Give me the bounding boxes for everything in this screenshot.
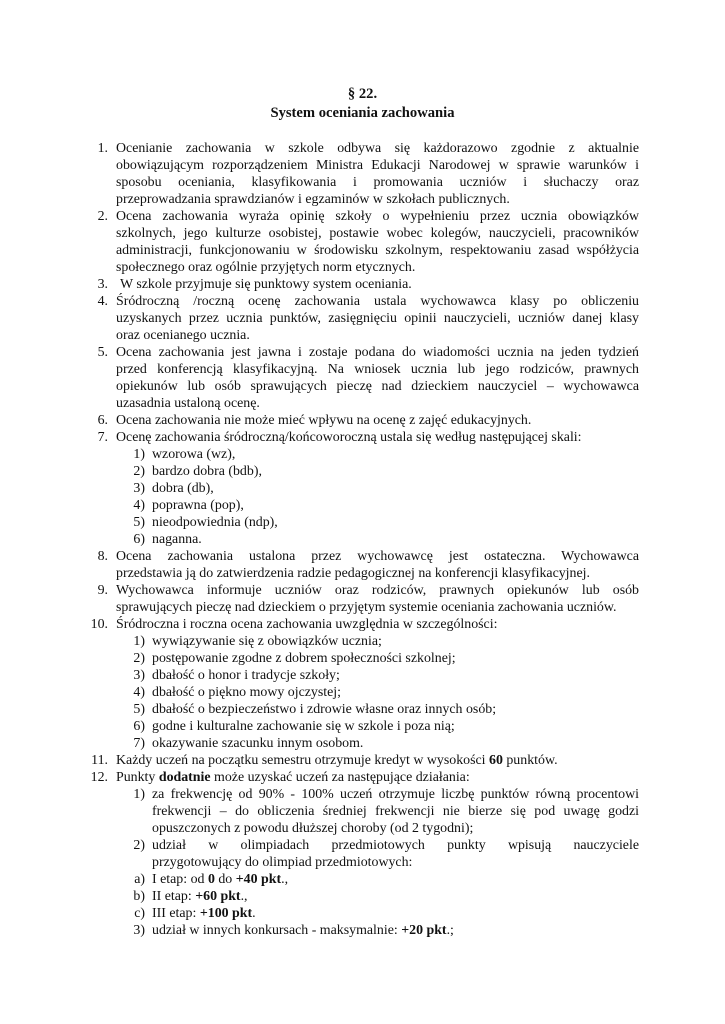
item-7-line: Ocenę zachowania śródroczną/końcoworoczną ustala się według następującej skali: [116, 430, 582, 445]
criteria-item: wywiązywanie się z obowiązków ucznia; [152, 634, 382, 649]
item-5-line: uzasadnia ustaloną ocenę. [116, 396, 260, 411]
scale-number: 6) [133, 532, 145, 547]
item-11-line [116, 752, 558, 769]
item-1-line: obowiązującym rozporządzeniem Ministra Edukacji Narodowej w sprawie warunków i [116, 158, 639, 173]
text: ., [281, 872, 289, 887]
item-number: 12. [90, 770, 108, 785]
criteria-number: 4) [133, 685, 145, 700]
scale-item: wzorowa (wz), [152, 447, 236, 462]
scale-item: poprawna (pop), [152, 498, 244, 513]
scale-number: 4) [133, 498, 145, 513]
bold-value: +20 pkt [401, 923, 447, 938]
points-number: 1) [133, 787, 145, 802]
item-4-line: oraz ocenianego ucznia. [116, 328, 250, 343]
item-number: 6. [97, 413, 108, 428]
criteria-item: okazywanie szacunku innym osobom. [152, 736, 364, 751]
points-line: za frekwencję od 90% - 100% uczeń otrzymuje liczbę punktów równą procentowi [152, 787, 639, 802]
item-number: 5. [97, 345, 108, 360]
text: I etap: od [152, 872, 208, 887]
text: Każdy uczeń na początku semestru otrzymuje kredyt w wysokości [116, 753, 489, 768]
item-12-line [116, 769, 470, 786]
item-2-line: społecznego oraz ogólnie przyjętych norm etycznych. [116, 260, 416, 275]
credit-value: 60 [489, 753, 503, 768]
criteria-item: dbałość o bezpieczeństwo i zdrowie własne oraz innych osób; [152, 702, 497, 717]
bold-value: +60 pkt [195, 889, 241, 904]
points-line [152, 905, 256, 922]
item-number: 10. [90, 617, 108, 632]
item-number: 7. [97, 430, 108, 445]
criteria-item: dbałość o piękno mowy ojczystej; [152, 685, 342, 700]
item-1-line: Ocenianie zachowania w szkole odbywa się każdorazowo zgodnie z aktualnie [116, 141, 639, 156]
text: . [252, 906, 256, 921]
points-line: przygotowujący do olimpiad przedmiotowych: [152, 855, 413, 870]
text: II etap: [152, 889, 196, 904]
item-2-line: szkolnych, jego kulturze osobistej, postawie wobec kolegów, nauczycieli, pracowników [116, 226, 639, 241]
points-letter: b) [133, 889, 145, 904]
criteria-number: 2) [133, 651, 145, 666]
item-5-line: przed konferencją klasyfikacyjną. Na wniosek ucznia lub jego rodziców, prawnych [116, 362, 639, 377]
item-number: 2. [97, 209, 108, 224]
bold-value: +100 pkt [199, 906, 253, 921]
points-line [152, 922, 454, 939]
item-2-line: Ocena zachowania wyraża opinię szkoły o wypełnieniu przez ucznia obowiązków [116, 209, 639, 224]
item-number: 11. [91, 753, 108, 768]
section-number: § 22. [347, 86, 378, 102]
item-6-line: Ocena zachowania nie może mieć wpływu na ocenę z zajęć edukacyjnych. [116, 413, 532, 428]
points-line [152, 871, 288, 888]
text: III etap: [152, 906, 200, 921]
bold-value: 0 [207, 872, 215, 887]
scale-item: nieodpowiednia (ndp), [152, 515, 278, 530]
points-number: 3) [133, 923, 145, 938]
item-number: 4. [97, 294, 108, 309]
item-3-line: W szkole przyjmuje się punktowy system oceniania. [120, 277, 412, 292]
points-letter: a) [134, 872, 145, 887]
points-line: frekwencji – do obliczenia średniej frekwencji nie bierze się pod uwagę godzi [152, 804, 639, 819]
criteria-number: 1) [133, 634, 145, 649]
text: ., [240, 889, 248, 904]
scale-number: 2) [133, 464, 145, 479]
criteria-number: 3) [133, 668, 145, 683]
item-8-line: Ocena zachowania ustalona przez wychowawcę jest ostateczna. Wychowawca [116, 549, 639, 564]
points-number: 2) [133, 838, 145, 853]
item-5-line: Ocena zachowania jest jawna i zostaje podana do wiadomości ucznia na jeden tydzień [116, 345, 639, 360]
text: może uzyskać uczeń za następujące działania: [210, 770, 470, 785]
criteria-number: 5) [133, 702, 145, 717]
item-4-line: Śródroczną /roczną ocenę zachowania ustala wychowawca klasy po obliczeniu [116, 294, 639, 309]
item-8-line: przedstawia ją do zatwierdzenia radzie pedagogicznej na konferencji klasyfikacyjnej. [116, 566, 590, 581]
criteria-item: godne i kulturalne zachowanie się w szkole i poza nią; [152, 719, 455, 734]
bold-word: dodatnie [158, 770, 211, 785]
scale-number: 5) [133, 515, 145, 530]
item-number: 8. [97, 549, 108, 564]
item-number: 1. [97, 141, 108, 156]
criteria-item: postępowanie zgodne z dobrem społeczności szkolnej; [152, 651, 456, 666]
item-number: 9. [97, 583, 108, 598]
points-line: udział w olimpiadach przedmiotowych punkty wpisują nauczyciele [152, 838, 639, 853]
text: punktów. [502, 753, 558, 768]
item-5-line: opiekunów lub osób sprawujących pieczę nad dzieckiem nauczyciel – wychowawca [116, 379, 639, 394]
item-1-line: sposobu oceniania, klasyfikowania i promowania uczniów i słuchaczy oraz [116, 175, 639, 190]
scale-number: 3) [133, 481, 145, 496]
scale-item: dobra (db), [152, 481, 214, 496]
criteria-number: 7) [133, 736, 145, 751]
section-title: System oceniania zachowania [270, 105, 455, 121]
text: .; [446, 923, 454, 938]
item-9-line: Wychowawca informuje uczniów oraz rodziców, prawnych opiekunów lub osób [116, 583, 639, 598]
item-1-line: przeprowadzania sprawdzianów i egzaminów w szkołach publicznych. [116, 192, 510, 207]
scale-item: naganna. [152, 532, 202, 547]
points-line: opuszczonych z powodu dłuższej choroby (od 2 tygodni); [152, 821, 474, 836]
points-letter: c) [134, 906, 145, 921]
criteria-item: dbałość o honor i tradycje szkoły; [152, 668, 340, 683]
item-number: 3. [97, 277, 108, 292]
points-line [152, 888, 248, 905]
item-10-line: Śródroczna i roczna ocena zachowania uwzględnia w szczególności: [116, 617, 498, 632]
scale-item: bardzo dobra (bdb), [152, 464, 262, 479]
text: udział w innych konkursach - maksymalnie: [152, 923, 402, 938]
text: Punkty [116, 770, 159, 785]
item-2-line: administracji, funkcjonowaniu w środowisku szkolnym, respektowaniu zasad współżycia [116, 243, 639, 258]
item-4-line: uzyskanych przez ucznia punktów, zasięgnięciu opinii nauczycieli, uczniów danej klasy [116, 311, 639, 326]
text: do [214, 872, 236, 887]
item-9-line: sprawujących pieczę nad dzieckiem o przyjętym systemie oceniania zachowania uczniów. [116, 600, 617, 615]
bold-value: +40 pkt [235, 872, 282, 887]
scale-number: 1) [133, 447, 145, 462]
criteria-number: 6) [133, 719, 145, 734]
